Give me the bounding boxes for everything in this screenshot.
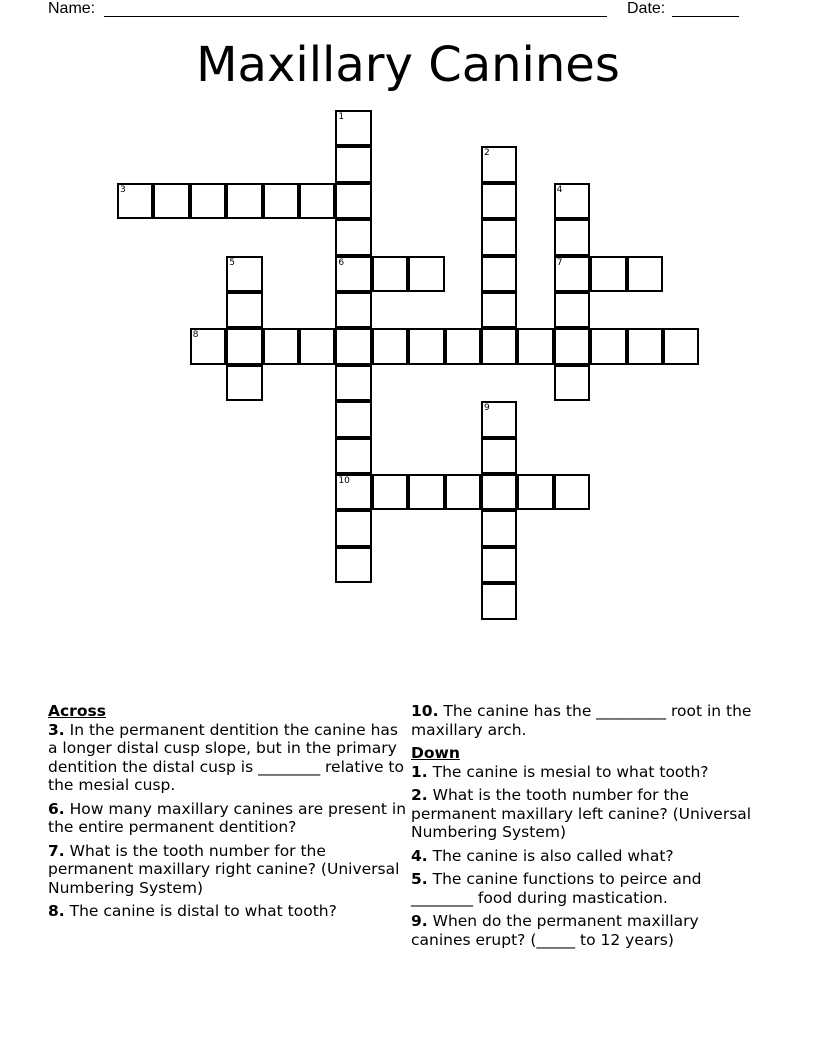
clue-text: The canine has the _________ root in the maxillary arch. [411, 702, 752, 739]
clue-across-10 [411, 702, 761, 739]
cell-number: 8 [192, 330, 199, 341]
crossword-cell[interactable] [554, 183, 590, 219]
crossword-cell[interactable] [481, 401, 517, 437]
cell-number: 9 [484, 403, 490, 414]
crossword-cell[interactable] [481, 438, 517, 474]
crossword-cell[interactable] [335, 110, 371, 146]
clue-down-4 [411, 847, 761, 866]
clue-text: In the permanent dentition the canine has a longer distal cusp slope, but in the primary dentition the distal cusp is ________ relative to the mesial cusp. [48, 720, 404, 794]
clue-number: 7. [48, 841, 65, 860]
crossword-cell[interactable] [481, 328, 517, 364]
clue-number: 3. [48, 720, 65, 739]
across-heading: Across [48, 702, 106, 720]
clue-number: 8. [48, 902, 65, 920]
clue-text: The canine functions to peirce and ________ food during mastication. [411, 870, 702, 907]
date-label: Date: [627, 0, 666, 17]
crossword-cell[interactable] [372, 328, 408, 364]
down-heading: Down [411, 744, 460, 762]
crossword-cell[interactable] [554, 219, 590, 255]
crossword-cell[interactable] [627, 328, 663, 364]
crossword-cell[interactable] [408, 328, 444, 364]
clue-number: 10. [411, 702, 439, 720]
clue-number: 1. [411, 762, 428, 781]
crossword-cell[interactable] [481, 256, 517, 292]
crossword-cell[interactable] [335, 328, 371, 364]
crossword-cell[interactable] [408, 474, 444, 510]
crossword-cell[interactable] [299, 328, 335, 364]
crossword-cell[interactable] [590, 256, 626, 292]
clue-number: 6. [48, 799, 65, 818]
crossword-cell[interactable] [335, 365, 371, 401]
down-clues [411, 702, 761, 954]
cell-number: 7 [556, 257, 563, 268]
crossword-cell[interactable] [335, 292, 371, 328]
clue-text: What is the tooth number for the permanent maxillary left canine? (Universal Numbering System) [411, 786, 752, 841]
clue-across-7 [48, 842, 408, 898]
crossword-cell[interactable] [226, 183, 262, 219]
crossword-cell[interactable] [517, 328, 553, 364]
crossword-cell[interactable] [554, 292, 590, 328]
crossword-cell[interactable] [445, 474, 481, 510]
crossword-cell[interactable] [481, 292, 517, 328]
crossword-cell[interactable] [335, 401, 371, 437]
name-label: Name: [48, 0, 96, 17]
crossword-cell[interactable] [481, 183, 517, 219]
page-title: Maxillary Canines [196, 37, 620, 93]
crossword-cell[interactable] [554, 256, 590, 292]
cell-number: 10 [338, 476, 350, 486]
crossword-cell[interactable] [408, 256, 444, 292]
cell-number: 4 [556, 184, 563, 195]
clue-number: 2. [411, 786, 428, 804]
clue-down-1 [411, 763, 761, 782]
crossword-cell[interactable] [517, 474, 553, 510]
clue-number: 9. [411, 912, 428, 930]
clue-text: The canine is also called what? [432, 846, 674, 865]
crossword-cell[interactable] [335, 219, 371, 255]
crossword-cell[interactable] [226, 292, 262, 328]
crossword-cell[interactable] [335, 146, 371, 182]
crossword-cell[interactable] [226, 256, 262, 292]
cell-number: 2 [484, 148, 490, 159]
clue-across-6 [48, 800, 408, 837]
crossword-cell[interactable] [226, 328, 262, 364]
clue-number: 4. [411, 846, 428, 865]
crossword-cell[interactable] [299, 183, 335, 219]
cell-number: 6 [338, 257, 345, 268]
crossword-cell[interactable] [663, 328, 699, 364]
crossword-cell[interactable] [481, 146, 517, 182]
crossword-cell[interactable] [481, 583, 517, 619]
crossword-cell[interactable] [554, 365, 590, 401]
crossword-cell[interactable] [117, 183, 153, 219]
crossword-cell[interactable] [554, 328, 590, 364]
crossword-cell[interactable] [481, 219, 517, 255]
crossword-cell[interactable] [335, 256, 371, 292]
cell-number: 1 [338, 112, 345, 122]
crossword-cell[interactable] [481, 474, 517, 510]
crossword-cell[interactable] [335, 474, 371, 510]
crossword-cell[interactable] [445, 328, 481, 364]
crossword-cell[interactable] [335, 438, 371, 474]
clue-down-2 [411, 786, 761, 842]
crossword-cell[interactable] [263, 183, 299, 219]
cell-number: 3 [120, 184, 126, 195]
crossword-cell[interactable] [190, 328, 226, 364]
crossword-cell[interactable] [590, 328, 626, 364]
crossword-cell[interactable] [263, 328, 299, 364]
crossword-cell[interactable] [190, 183, 226, 219]
crossword-cell[interactable] [372, 256, 408, 292]
clue-text: The canine is mesial to what tooth? [432, 762, 709, 781]
across-clues [48, 702, 408, 926]
cell-number: 5 [229, 257, 235, 268]
crossword-cell[interactable] [335, 183, 371, 219]
crossword-cell[interactable] [481, 510, 517, 546]
clue-down-9 [411, 912, 761, 949]
clue-text: How many maxillary canines are present in the entire permanent dentition? [48, 799, 407, 836]
clue-across-8 [48, 902, 408, 921]
clue-text: The canine is distal to what tooth? [69, 902, 337, 920]
crossword-cell[interactable] [153, 183, 189, 219]
crossword-cell[interactable] [481, 547, 517, 583]
crossword-cell[interactable] [335, 547, 371, 583]
clue-across-3 [48, 721, 408, 795]
clue-number: 5. [411, 870, 428, 888]
crossword-cell[interactable] [226, 365, 262, 401]
clue-text: What is the tooth number for the permanent maxillary right canine? (Universal Numbering System) [48, 841, 400, 897]
clue-text: When do the permanent maxillary canines erupt? (_____ to 12 years) [411, 912, 699, 949]
clue-down-5 [411, 870, 761, 907]
crossword-cell[interactable] [335, 510, 371, 546]
crossword-cell[interactable] [554, 474, 590, 510]
crossword-cell[interactable] [627, 256, 663, 292]
crossword-cell[interactable] [372, 474, 408, 510]
